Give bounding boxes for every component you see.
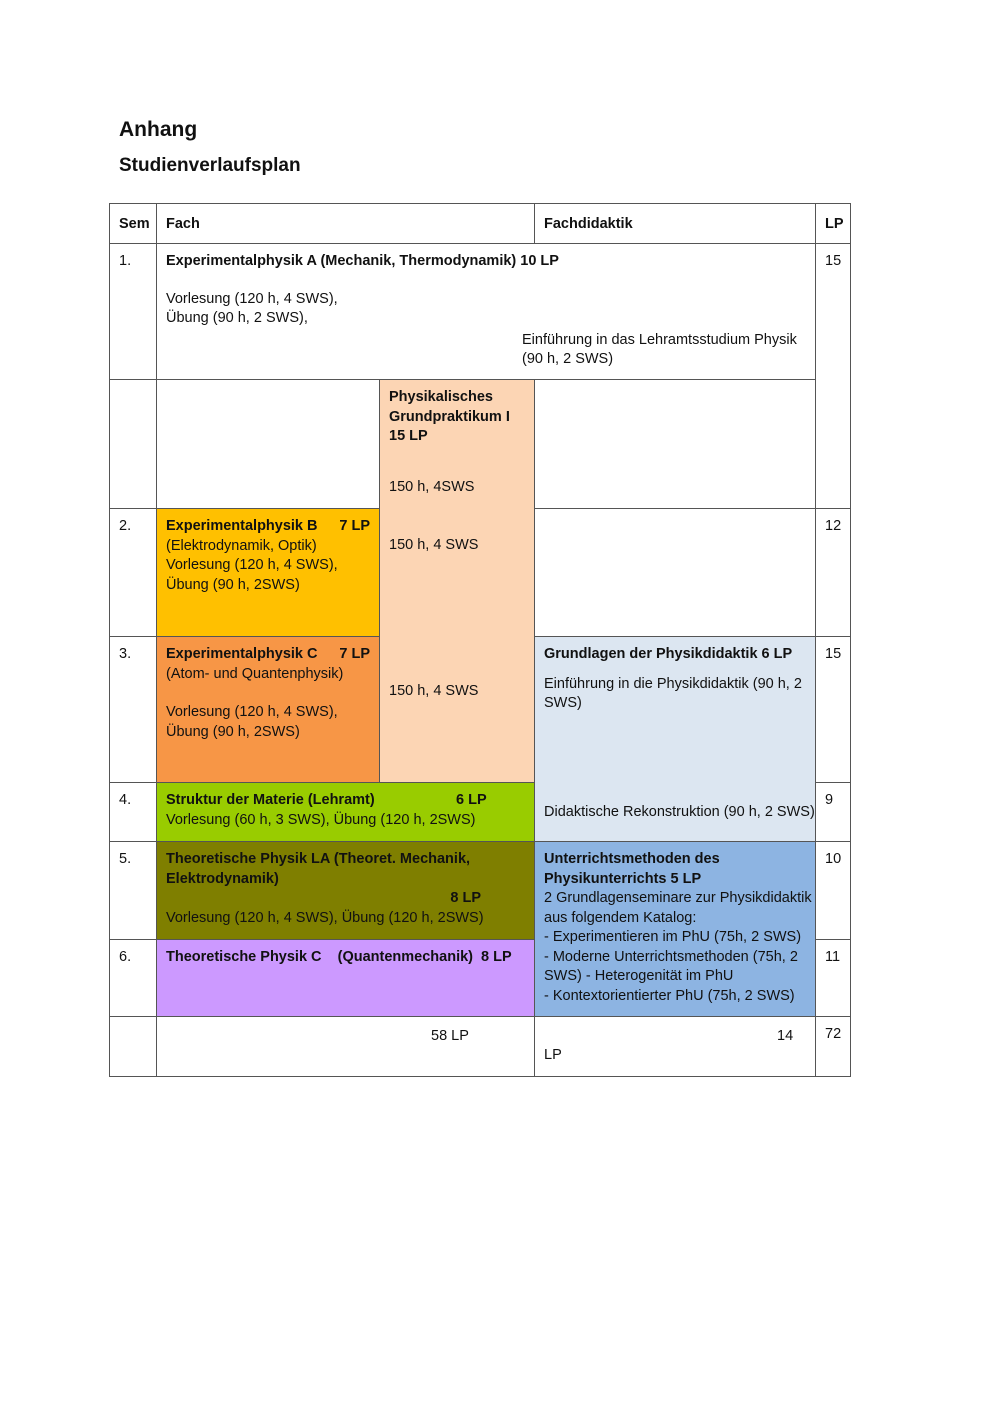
total-fach-value: 58 LP <box>431 1028 469 1044</box>
empty-didaktik-cell <box>534 379 816 509</box>
methoden-line2: aus folgendem Katalog: <box>544 909 697 926</box>
methoden-line1: 2 Grundlagenseminare zur Physikdidaktik <box>544 890 812 906</box>
header-sem: Sem <box>109 203 157 244</box>
expA-line2: Übung (90 h, 2 SWS), <box>166 310 308 326</box>
expB-line1: (Elektrodynamik, Optik) <box>166 537 317 554</box>
total-didaktik-number: 14 <box>777 1028 794 1044</box>
page-subtitle: Studienverlaufsplan <box>119 155 301 176</box>
expC-title: Experimentalphysik C <box>166 646 318 662</box>
praktikum-title3: 15 LP <box>389 428 428 444</box>
total-didaktik <box>534 1016 816 1077</box>
sem-3: 3. <box>109 636 157 783</box>
module-struktur-der-materie <box>156 782 535 842</box>
struktur-line1: Vorlesung (60 h, 3 SWS), Übung (120 h, 2SWS) <box>166 811 476 828</box>
header-fachdidaktik: Fachdidaktik <box>534 203 816 244</box>
lp-sem-4: 9 <box>815 782 851 842</box>
module-theoretische-physik-c <box>156 939 535 1017</box>
total-didaktik-unit: LP <box>544 1047 562 1063</box>
theoLA-title1: Theoretische Physik LA (Theoret. Mechanik, <box>166 851 471 867</box>
lp-sem-1: 15 <box>815 243 851 509</box>
methoden-line4: - Moderne Unterrichtsmethoden (75h, 2 <box>544 948 798 965</box>
empty-didaktik-sem-2 <box>534 508 816 637</box>
study-plan-table <box>109 203 851 1077</box>
lp-sem-6: 11 <box>815 939 851 1017</box>
methoden-line5: SWS) - Heterogenität im PhU <box>544 968 734 984</box>
module-theoretische-physik-la <box>156 841 535 940</box>
sem-1: 1. <box>109 243 157 380</box>
methoden-title1: Unterrichtsmethoden des <box>544 851 720 867</box>
module-experimentalphysik-a <box>156 243 816 380</box>
expB-line3: Übung (90 h, 2SWS) <box>166 576 300 593</box>
praktikum-title2: Grundpraktikum I <box>389 408 510 425</box>
expB-lp: 7 LP <box>339 518 370 534</box>
einfuehrung-line2: (90 h, 2 SWS) <box>522 351 614 367</box>
struktur-lp: 6 LP <box>456 792 487 808</box>
grundlagen-title: Grundlagen der Physikdidaktik 6 LP <box>544 646 793 662</box>
praktikum-title1: Physikalisches <box>389 389 493 405</box>
module-experimentalphysik-c <box>156 636 380 783</box>
lp-sem-3: 15 <box>815 636 851 783</box>
lp-sem-5: 10 <box>815 841 851 940</box>
sem-6: 6. <box>109 939 157 1017</box>
sem-5: 5. <box>109 841 157 940</box>
sem-2: 2. <box>109 508 157 637</box>
module-grundpraktikum <box>379 379 535 783</box>
expC-lp: 7 LP <box>339 646 370 662</box>
module-experimentalphysik-b <box>156 508 380 637</box>
methoden-line6: - Kontextorientierter PhU (75h, 2 SWS) <box>544 987 795 1004</box>
methoden-title2: Physikunterrichts 5 LP <box>544 870 702 887</box>
expC-line3: Übung (90 h, 2SWS) <box>166 723 300 740</box>
praktikum-part2: 150 h, 4 SWS <box>389 537 479 553</box>
praktikum-part3: 150 h, 4 SWS <box>389 683 479 699</box>
header-lp: LP <box>815 203 851 244</box>
theoLA-line1: Vorlesung (120 h, 4 SWS), Übung (120 h, 2SWS) <box>166 909 484 926</box>
module-unterrichtsmethoden <box>534 841 816 1017</box>
sem-total <box>109 1016 157 1077</box>
sem-1-continued <box>109 379 157 509</box>
theoLA-lp: 8 LP <box>450 890 481 906</box>
expA-line1: Vorlesung (120 h, 4 SWS), <box>166 290 338 307</box>
empty-fach-cell <box>156 379 380 509</box>
grundlagen-line2: Didaktische Rekonstruktion (90 h, 2 SWS) <box>544 804 815 820</box>
expB-line2: Vorlesung (120 h, 4 SWS), <box>166 557 338 573</box>
lp-sem-2: 12 <box>815 508 851 637</box>
grundlagen-line1: Einführung in die Physikdidaktik (90 h, 2 SWS) <box>544 675 802 711</box>
expA-title: Experimentalphysik A (Mechanik, Thermodynamik) 10 LP <box>166 253 559 269</box>
einfuehrung-line1: Einführung in das Lehramtsstudium Physik <box>522 332 797 348</box>
methoden-line3: - Experimentieren im PhU (75h, 2 SWS) <box>544 929 802 945</box>
theoLA-title2: Elektrodynamik) <box>166 870 279 887</box>
total-fach <box>156 1016 535 1077</box>
module-grundlagen-physikdidaktik <box>534 636 816 842</box>
expC-line2: Vorlesung (120 h, 4 SWS), <box>166 704 338 720</box>
expC-line1: (Atom- und Quantenphysik) <box>166 665 344 682</box>
struktur-title: Struktur der Materie (Lehramt) <box>166 792 375 808</box>
sem-4: 4. <box>109 782 157 842</box>
praktikum-part1: 150 h, 4SWS <box>389 479 475 495</box>
expB-title: Experimentalphysik B <box>166 518 318 534</box>
header-fach: Fach <box>156 203 535 244</box>
theoC-title: Theoretische Physik C (Quantenmechanik) 8 LP <box>166 949 512 965</box>
total-lp: 72 <box>815 1016 851 1077</box>
page-title: Anhang <box>119 118 198 141</box>
